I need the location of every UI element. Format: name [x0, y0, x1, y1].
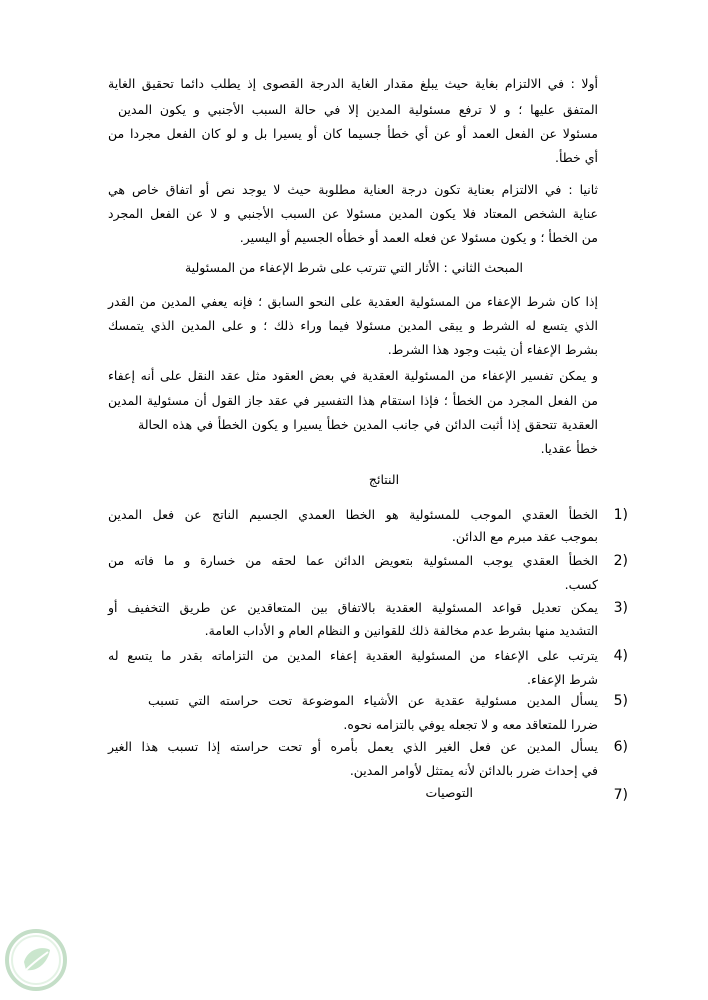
list-item-text: شرط الإعفاء. — [527, 672, 598, 687]
paragraph-first — [108, 74, 598, 164]
paragraph-third — [108, 292, 598, 362]
text-line: و يمكن تفسير الإعفاء من المسئولية العقدية في بعض العقود مثل عقد النقل على أنه إعفاء — [108, 368, 598, 383]
list-item-text: الخطأ العقدي الموجب للمسئولية هو الخطا العمدي الجسيم الناتج عن فعل المدين — [108, 507, 598, 522]
results-heading: النتائج — [368, 472, 400, 487]
text-line: ثانيا : في الالتزام بعناية تكون درجة العناية مطلوبة حيث لا يوجد نص أو اتفاق خاص هي — [108, 182, 598, 197]
text-line: العقدية تتحقق إذا أثبت الدائن في جانب المدين خطأ يسيرا و يكون الخطأ في هذه الحالة — [138, 417, 598, 432]
list-number: 3) — [613, 600, 628, 616]
list-number: 7) — [613, 787, 628, 803]
list-item-text: بموجب عقد مبرم مع الدائن. — [451, 529, 598, 544]
results-list — [108, 505, 628, 805]
list-item-text: يسأل المدين مسئولية عقدية عن الأشياء الموضوعة تحت حراسته التي تسبب — [148, 693, 598, 708]
watermark-logo — [4, 928, 68, 992]
list-item-text: يسأل المدين عن فعل الغير الذي يعمل بأمره أو تحت حراسته إذا تسبب هذا الغير — [108, 739, 598, 754]
list-number: 6) — [613, 739, 628, 755]
list-item-text: التشديد منها بشرط عدم مخالفة ذلك للقوانين و النظام العام و الأداب العامة. — [204, 623, 598, 638]
list-item-text: التوصيات — [425, 785, 473, 800]
list-number: 1) — [613, 507, 628, 523]
text-line: من الخطأ ؛ و يكون مسئولا عن فعله العمد أو خطأه الجسيم أو اليسير. — [239, 230, 598, 245]
text-line: مسئولا عن الفعل العمد أو عن أي خطأ جسيما كان أو يسيرا بل و لو كان الفعل مجردا من — [108, 126, 598, 141]
text-line: الذي يتسع له الشرط و يبقى المدين مسئولا فيما وراء ذلك ؛ و على المدين الذي يتمسك — [108, 318, 598, 333]
text-line: خطأ عقديا. — [540, 441, 598, 456]
text-line: بشرط الإعفاء أن يثبت وجود هذا الشرط. — [387, 342, 598, 357]
text-line: أي خطأ. — [555, 150, 598, 165]
list-item-text: يمكن تعديل قواعد المسئولية العقدية بالاتفاق بين المتعاقدين عن طريق التخفيف أو — [108, 600, 598, 615]
list-number: 5) — [613, 693, 628, 709]
list-item-text: ضررا للمتعاقد معه و لا تجعله يوفي بالتزامه نحوه. — [343, 717, 598, 732]
leaf-logo-icon — [4, 928, 68, 992]
list-item-text: في إحداث ضرر بالدائن لأنه يمتثل لأوامر المدين. — [349, 763, 598, 778]
section-heading: المبحث الثاني : الأثار التي تترتب على شرط الإعفاء من المسئولية — [184, 260, 524, 275]
list-item-text: كسب. — [564, 577, 598, 592]
list-number: 2) — [613, 553, 628, 569]
text-line: عناية الشخص المعتاد فلا يكون المدين مسئولا عن السبب الأجنبي و لا عن الفعل المجرد — [108, 206, 598, 221]
paragraph-fourth — [108, 366, 598, 462]
list-item-text: الخطأ العقدي يوجب المسئولية بتعويض الدائن عما لحقه من خسارة و ما فاته من — [108, 553, 598, 568]
paragraph-second — [108, 180, 598, 250]
list-number: 4) — [613, 648, 628, 664]
text-line: المتفق عليها ؛ و لا ترفع مسئولية المدين إلا في حالة السبب الأجنبي و يكون المدين — [118, 102, 598, 117]
text-line: من الفعل المجرد من الخطأ ؛ فإذا استقام هذا التفسير في عقد جاز القول أن مسئولية المدين — [108, 393, 598, 408]
text-line: أولا : في الالتزام بغاية حيث يبلغ مقدار الغاية الدرجة القصوى إذ يطلب دائما تحقيق الغاية — [108, 76, 598, 91]
list-item-text: يترتب على الإعفاء من المسئولية العقدية إعفاء المدين من التزاماته بقدر ما يتسع له — [108, 648, 598, 663]
text-line: إذا كان شرط الإعفاء من المسئولية العقدية على النحو السابق ؛ فإنه يعفي المدين من القدر — [108, 294, 598, 309]
